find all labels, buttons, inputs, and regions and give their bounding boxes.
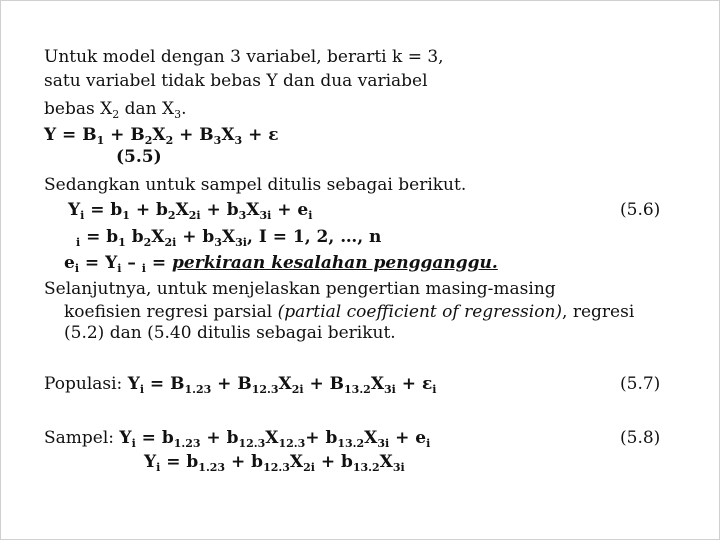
intro-line-2: satu variabel tidak bebas Y dan dua variabel xyxy=(44,71,428,91)
partial-line-3: (5.2) dan (5.40 ditulis sebagai berikut. xyxy=(64,323,396,343)
population-model-equation: $Y = B_1 + B_2X_2 + B_3X_3 + \varepsilon$ xyxy=(44,125,279,147)
partial-line-1: Selanjutnya, untuk menjelaskan pengertian masing-masing xyxy=(44,279,556,299)
intro-line-1: Untuk model dengan 3 variabel, berarti k = 3, xyxy=(44,47,444,67)
equation-number-5-7: (5.7) xyxy=(620,374,661,394)
partial-line-2: koefisien regresi parsial (partial coefficient of regression), regresi xyxy=(64,302,635,322)
equation-number-5-5: (5.5) xyxy=(116,147,162,167)
equation-number-5-8: (5.8) xyxy=(620,428,661,448)
sampel-equation: Sampel: $Y_i = b_{1.23} + b_{12.3}X_{12.3}+ b_{13.2}X_{3i} + e_i$ xyxy=(44,428,431,450)
residual-term: perkiraan kesalahan pengganggu. xyxy=(172,253,498,273)
equation-number-5-6: (5.6) xyxy=(620,200,661,220)
fitted-value-equation: $_i = b_1$ $b_2X_{2i} + b_3X_{3i}$, I = 1, 2, …, n xyxy=(76,227,382,249)
populasi-equation: Populasi: $Y_i = B_{1.23} + B_{12.3}X_{2i} + B_{13.2}X_{3i} + \varepsilon_i$ xyxy=(44,374,437,396)
sampel-fitted-equation: $Y_i = b_{1.23} + b_{12.3}X_{2i} + b_{13.2}X_{3i}$ xyxy=(144,452,405,474)
sample-equation: $Y_i = b_1 + b_2X_{2i} + b_3X_{3i} + e_i$ xyxy=(68,200,313,222)
sample-intro-text: Sedangkan untuk sampel ditulis sebagai berikut. xyxy=(44,175,467,195)
intro-line-3: bebas $X_2$ dan $X_3$. xyxy=(44,99,187,121)
residual-equation: $e_i = Y_i - _i$ = perkiraan kesalahan pengganggu. xyxy=(64,253,498,275)
